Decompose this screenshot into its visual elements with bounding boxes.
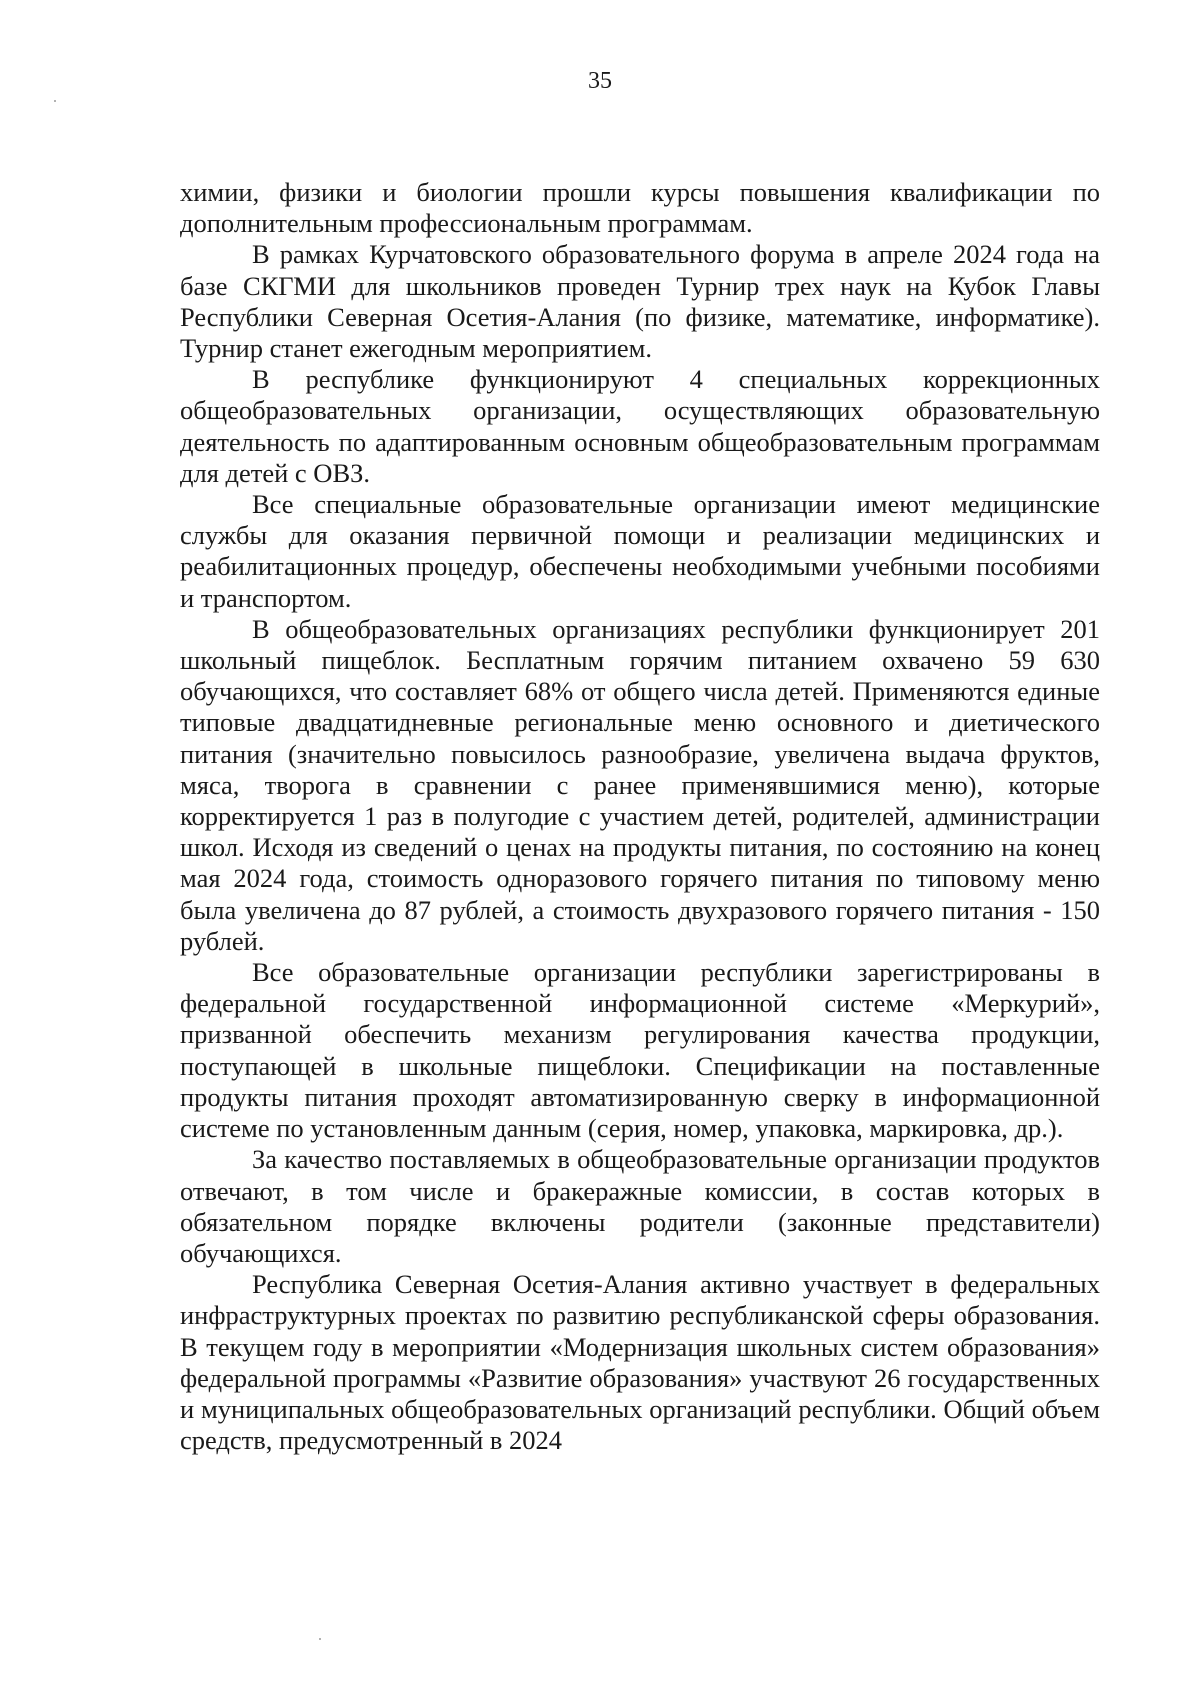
- paragraph-8: Республика Северная Осетия-Алания активно участвует в федеральных инфраструктурных проектах по развитию республиканской сферы образования. В текущем году в мероприятии «Модернизация школьных систем образования» федеральной программы «Развитие образования» участвуют 26 государственных и муниципальных общеобразовательных организаций республики. Общий объем средств, предусмотренный в 2024: [180, 1269, 1100, 1456]
- paragraph-4: Все специальные образовательные организации имеют медицинские службы для оказания первичной помощи и реализации медицинских и реабилитационных процедур, обеспечены необходимыми учебными пособиями и транспортом.: [180, 489, 1100, 613]
- paragraph-3: В республике функционируют 4 специальных коррекционных общеобразовательных организации, осуществляющих образовательную деятельность по адаптированным основным общеобразовательным программам для детей с ОВЗ.: [180, 364, 1100, 488]
- document-body: [180, 177, 1100, 1456]
- scan-speck: [319, 1638, 321, 1640]
- paragraph-2: В рамках Курчатовского образовательного форума в апреле 2024 года на базе СКГМИ для школьников проведен Турнир трех наук на Кубок Главы Республики Северная Осетия-Алания (по физике, математике, информатике). Турнир станет ежегодным мероприятием.: [180, 239, 1100, 364]
- paragraph-5: В общеобразовательных организациях республики функционирует 201 школьный пищеблок. Бесплатным горячим питанием охвачено 59 630 обучающихся, что составляет 68% от общего числа детей. Применяются единые типовые двадцатидневные региональные меню основного и диетического питания (значительно повысилось разнообразие, увеличена выдача фруктов, мяса, творога в сравнении с ранее применявшимися меню), которые корректируется 1 раз в полугодие с участием детей, родителей, администрации школ. Исходя из сведений о ценах на продукты питания, по состоянию на конец мая 2024 года, стоимость одноразового горячего питания по типовому меню была увеличена до 87 рублей, а стоимость двухразового горячего питания - 150 рублей.: [180, 613, 1100, 956]
- paragraph-6: Все образовательные организации республики зарегистрированы в федеральной государственной информационной системе «Меркурий», призванной обеспечить механизм регулирования качества продукции, поступающей в школьные пищеблоки. Спецификации на поставленные продукты питания проходят автоматизированную сверку в информационной системе по установленным данным (серия, номер, упаковка, маркировка, др.).: [180, 957, 1100, 1144]
- scan-speck: [54, 100, 56, 102]
- paragraph-1: химии, физики и биологии прошли курсы повышения квалификации по дополнительным профессиональным программам.: [180, 177, 1100, 239]
- page-number: 35: [588, 68, 612, 94]
- paragraph-7: За качество поставляемых в общеобразовательные организации продуктов отвечают, в том числе и бракеражные комиссии, в состав которых в обязательном порядке включены родители (законные представители) обучающихся.: [180, 1144, 1100, 1268]
